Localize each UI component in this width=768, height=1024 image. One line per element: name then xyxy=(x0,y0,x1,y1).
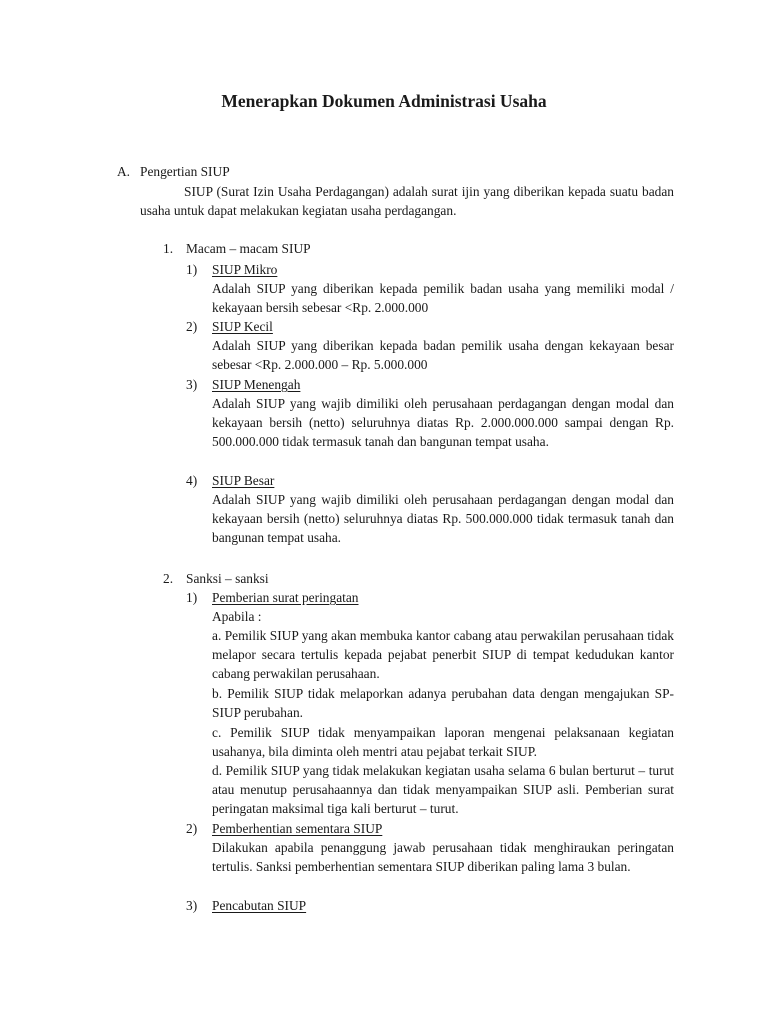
list2-marker: 2. xyxy=(163,571,174,586)
list2-item-2-marker: 2) xyxy=(186,821,198,836)
list2-point-b: b. Pemilik SIUP tidak melaporkan adanya perubahan data dengan mengajukan SP-SIUP perubahan. xyxy=(212,686,674,720)
list2-item-1-title: Pemberian surat peringatan xyxy=(212,590,359,605)
list2-item-1-lead: Apabila : xyxy=(212,609,262,624)
list1-item-2-title: SIUP Kecil xyxy=(212,319,273,334)
list1-item-3-marker: 3) xyxy=(186,377,198,392)
list2-point-d: d. Pemilik SIUP yang tidak melakukan kegiatan usaha selama 6 bulan berturut – turut atau menutup perusahaannya dan tidak menyampaikan SIUP asli. Pemberian surat peringatan maksimal tiga kali berturut – turut. xyxy=(212,763,674,816)
list2-point-c: c. Pemilik SIUP tidak menyampaikan laporan mengenai pelaksanaan kegiatan usahanya, bila diminta oleh mentri atau pejabat terkait SIUP. xyxy=(212,725,674,759)
list1-item-1-marker: 1) xyxy=(186,262,198,277)
list1-item-1-title: SIUP Mikro xyxy=(212,262,278,277)
list2-point-a: a. Pemilik SIUP yang akan membuka kantor cabang atau perwakilan perusahaan tidak melapor secara tertulis kepada pejabat penerbit SIUP di tempat kedudukan kantor cabang perwakilan perusahaan. xyxy=(212,628,674,681)
list2-item-2-text: Dilakukan apabila penanggung jawab perusahaan tidak menghiraukan peringatan tertulis. Sanksi pemberhentian sementara SIUP diberikan paling lama 3 bulan. xyxy=(212,840,674,874)
section-a-marker: A. xyxy=(117,164,131,179)
list1-item-2-text: Adalah SIUP yang diberikan kepada badan pemilik usaha dengan kekayaan besar sebesar <Rp. 2.000.000 – Rp. 5.000.000 xyxy=(212,338,674,372)
section-a-heading: Pengertian SIUP xyxy=(140,164,230,179)
list1-item-2-marker: 2) xyxy=(186,319,198,334)
list2-item-3-marker: 3) xyxy=(186,898,198,913)
list1-item-4-title: SIUP Besar xyxy=(212,473,275,488)
list1-marker: 1. xyxy=(163,241,174,256)
document-title: Menerapkan Dokumen Administrasi Usaha xyxy=(221,91,547,111)
section-a-paragraph: SIUP (Surat Izin Usaha Perdagangan) adalah surat ijin yang diberikan kepada suatu badan usaha untuk dapat melakukan kegiatan usaha perdagangan. xyxy=(140,184,674,218)
list1-item-4-text: Adalah SIUP yang wajib dimiliki oleh perusahaan perdagangan dengan modal dan kekayaan bersih (netto) seluruhnya diatas Rp. 500.000.000 tidak termasuk tanah dan bangunan tempat usaha. xyxy=(212,492,674,545)
list2-item-3-title: Pencabutan SIUP xyxy=(212,898,307,913)
list1-item-4-marker: 4) xyxy=(186,473,198,488)
list1-item-1-text: Adalah SIUP yang diberikan kepada pemilik badan usaha yang memiliki modal / kekayaan bersih sebesar <Rp. 2.000.000 xyxy=(212,281,674,315)
list2-item-1-marker: 1) xyxy=(186,590,198,605)
list1-item-3-title: SIUP Menengah xyxy=(212,377,301,392)
list2-item-2-title: Pemberhentian sementara SIUP xyxy=(212,821,383,836)
list1-heading: Macam – macam SIUP xyxy=(186,241,311,256)
list1-item-3-text: Adalah SIUP yang wajib dimiliki oleh perusahaan perdagangan dengan modal dan kekayaan bersih (netto) seluruhnya diatas Rp. 2.000.000.000 sampai dengan Rp. 500.000.000 tidak termasuk tanah dan bangunan tempat usaha. xyxy=(212,396,674,449)
list2-heading: Sanksi – sanksi xyxy=(186,571,269,586)
